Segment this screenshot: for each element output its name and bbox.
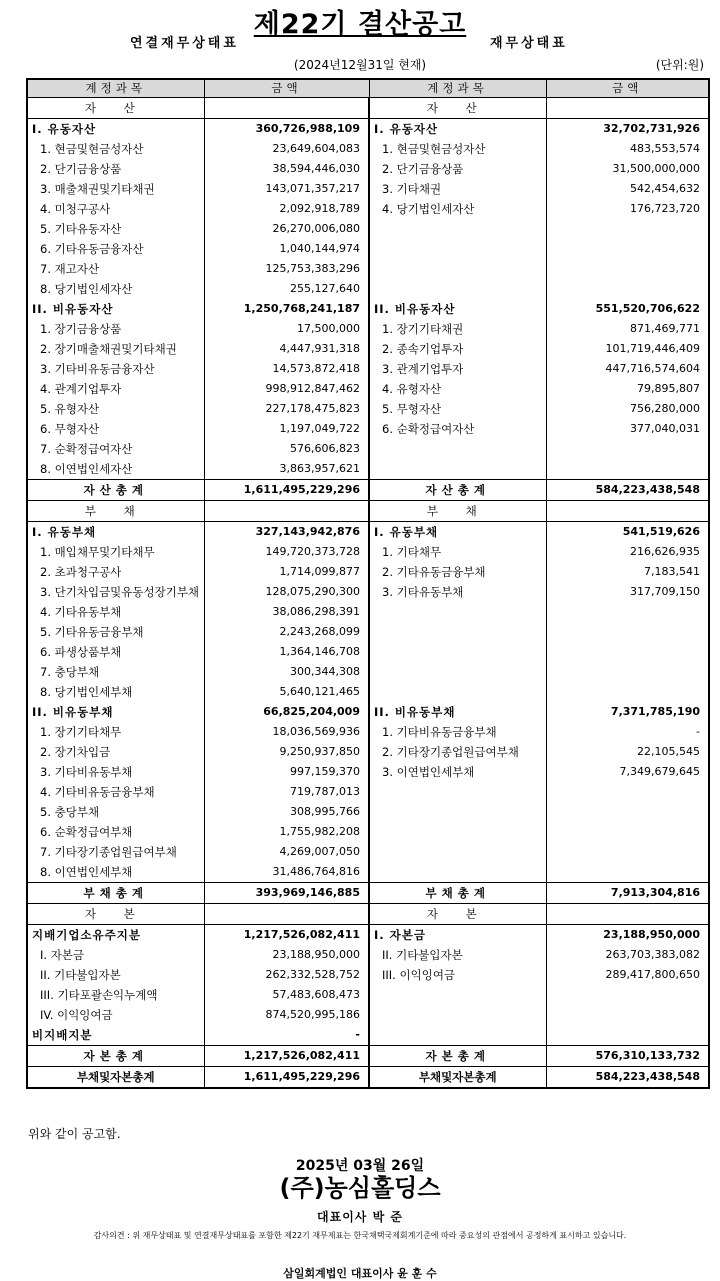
amount-consolidated: 1,217,526,082,411 [204, 1046, 369, 1067]
account-separate: II. 비유동부채 [369, 702, 546, 722]
account-separate [369, 862, 546, 883]
account-separate: I. 자본금 [369, 925, 546, 946]
amount-separate [546, 662, 709, 682]
amount-separate: 483,553,574 [546, 139, 709, 159]
account-consolidated: 자 본 [27, 904, 204, 925]
header-account-consolidated: 계정과목 [27, 79, 204, 98]
amount-consolidated: 5,640,121,465 [204, 682, 369, 702]
amount-consolidated: 23,649,604,083 [204, 139, 369, 159]
amount-separate: 7,349,679,645 [546, 762, 709, 782]
amount-consolidated: 1,217,526,082,411 [204, 925, 369, 946]
account-consolidated: 1. 장기기타채무 [27, 722, 204, 742]
account-consolidated: 7. 기타장기종업원급여부채 [27, 842, 204, 862]
amount-separate [546, 642, 709, 662]
amount-separate: 871,469,771 [546, 319, 709, 339]
account-separate [369, 622, 546, 642]
table-row [27, 883, 709, 904]
account-consolidated: 4. 기타유동부채 [27, 602, 204, 622]
account-consolidated: 3. 매출채권및기타채권 [27, 179, 204, 199]
amount-separate: 7,371,785,190 [546, 702, 709, 722]
company-name: (주)농심홀딩스 [279, 1174, 441, 1202]
table-row [27, 1067, 709, 1089]
table-row [27, 762, 709, 782]
amount-consolidated: 23,188,950,000 [204, 945, 369, 965]
header-amount-separate: 금액 [546, 79, 709, 98]
amount-consolidated: 14,573,872,418 [204, 359, 369, 379]
amount-consolidated: 1,714,099,877 [204, 562, 369, 582]
table-row [27, 562, 709, 582]
account-consolidated: 8. 당기법인세자산 [27, 279, 204, 299]
account-separate: 부 채 [369, 501, 546, 522]
amount-consolidated [204, 904, 369, 925]
table-row [27, 501, 709, 522]
amount-separate: 576,310,133,732 [546, 1046, 709, 1067]
account-separate [369, 802, 546, 822]
amount-consolidated: 17,500,000 [204, 319, 369, 339]
amount-separate [546, 622, 709, 642]
account-consolidated: 7. 순확정급여자산 [27, 439, 204, 459]
account-separate: 2. 기타장기종업원급여부채 [369, 742, 546, 762]
account-separate: 2. 종속기업투자 [369, 339, 546, 359]
amount-consolidated: 31,486,764,816 [204, 862, 369, 883]
amount-separate [546, 904, 709, 925]
amount-consolidated: 874,520,995,186 [204, 1005, 369, 1025]
account-consolidated: II. 기타불입자본 [27, 965, 204, 985]
amount-separate [546, 439, 709, 459]
account-consolidated: 8. 이연법인세부채 [27, 862, 204, 883]
table-row [27, 742, 709, 762]
table-row [27, 399, 709, 419]
table-row [27, 582, 709, 602]
amount-separate [546, 842, 709, 862]
account-consolidated: 자본총계 [27, 1046, 204, 1067]
amount-consolidated: 300,344,308 [204, 662, 369, 682]
amount-consolidated: 26,270,006,080 [204, 219, 369, 239]
amount-separate: 377,040,031 [546, 419, 709, 439]
amount-separate [546, 602, 709, 622]
table-row [27, 904, 709, 925]
amount-separate: 541,519,626 [546, 522, 709, 543]
account-separate: 자본총계 [369, 1046, 546, 1067]
ceo-name: 대표이사 박 준 [317, 1210, 403, 1224]
amount-separate: 216,626,935 [546, 542, 709, 562]
account-separate: 4. 유형자산 [369, 379, 546, 399]
balance-sheet-table [26, 78, 710, 1089]
amount-separate: 551,520,706,622 [546, 299, 709, 319]
table-row [27, 702, 709, 722]
table-row [27, 319, 709, 339]
amount-consolidated: 2,243,268,099 [204, 622, 369, 642]
account-consolidated: 자 산 [27, 98, 204, 119]
consolidated-label: 연결재무상태표 [130, 36, 239, 51]
table-row [27, 542, 709, 562]
account-consolidated: 부 채 [27, 501, 204, 522]
amount-consolidated: 125,753,383,296 [204, 259, 369, 279]
account-consolidated: 비지배지분 [27, 1025, 204, 1046]
account-consolidated: 2. 장기차입금 [27, 742, 204, 762]
account-separate [369, 782, 546, 802]
amount-separate [546, 219, 709, 239]
account-consolidated: 2. 단기금융상품 [27, 159, 204, 179]
table-row [27, 862, 709, 883]
amount-separate: 101,719,446,409 [546, 339, 709, 359]
amount-consolidated [204, 501, 369, 522]
table-row [27, 480, 709, 501]
account-separate: 3. 이연법인세부채 [369, 762, 546, 782]
amount-separate: 289,417,800,650 [546, 965, 709, 985]
amount-separate: - [546, 722, 709, 742]
table-row [27, 802, 709, 822]
amount-consolidated: 4,447,931,318 [204, 339, 369, 359]
table-row [27, 965, 709, 985]
table-row [27, 1025, 709, 1046]
announcement: 위와 같이 공고함. [28, 1127, 121, 1141]
table-row [27, 419, 709, 439]
amount-separate [546, 1005, 709, 1025]
account-consolidated: 6. 순확정급여부채 [27, 822, 204, 842]
account-consolidated: 5. 기타유동금융부채 [27, 622, 204, 642]
amount-separate: 542,454,632 [546, 179, 709, 199]
account-separate: 1. 기타채무 [369, 542, 546, 562]
table-row [27, 1005, 709, 1025]
account-separate: 1. 현금및현금성자산 [369, 139, 546, 159]
table-row [27, 602, 709, 622]
table-row [27, 219, 709, 239]
amount-consolidated: 4,269,007,050 [204, 842, 369, 862]
account-separate: 부채총계 [369, 883, 546, 904]
table-row [27, 722, 709, 742]
account-consolidated: 6. 파생상품부채 [27, 642, 204, 662]
account-separate: II. 비유동자산 [369, 299, 546, 319]
account-consolidated: 3. 기타비유동부채 [27, 762, 204, 782]
table-row [27, 98, 709, 119]
table-row [27, 439, 709, 459]
table-row [27, 925, 709, 946]
amount-consolidated: 1,364,146,708 [204, 642, 369, 662]
account-separate: 2. 기타유동금융부채 [369, 562, 546, 582]
table-row [27, 139, 709, 159]
table-row [27, 682, 709, 702]
amount-consolidated: 255,127,640 [204, 279, 369, 299]
amount-separate [546, 985, 709, 1005]
amount-consolidated: 262,332,528,752 [204, 965, 369, 985]
amount-consolidated: 1,755,982,208 [204, 822, 369, 842]
amount-separate: 7,913,304,816 [546, 883, 709, 904]
account-separate [369, 1025, 546, 1046]
amount-separate: 263,703,383,082 [546, 945, 709, 965]
account-consolidated: 자산총계 [27, 480, 204, 501]
amount-consolidated: 1,611,495,229,296 [204, 1067, 369, 1089]
account-consolidated: 2. 초과청구공사 [27, 562, 204, 582]
amount-consolidated: 308,995,766 [204, 802, 369, 822]
account-consolidated: 7. 충당부채 [27, 662, 204, 682]
amount-consolidated: 57,483,608,473 [204, 985, 369, 1005]
announce-date: 2025년 03월 26일 [295, 1158, 425, 1174]
account-consolidated: 6. 기타유동금융자산 [27, 239, 204, 259]
amount-consolidated: 576,606,823 [204, 439, 369, 459]
account-separate [369, 822, 546, 842]
amount-consolidated: 38,594,446,030 [204, 159, 369, 179]
amount-consolidated [204, 98, 369, 119]
account-consolidated: 6. 무형자산 [27, 419, 204, 439]
table-row [27, 662, 709, 682]
amount-separate: 756,280,000 [546, 399, 709, 419]
amount-consolidated: 2,092,918,789 [204, 199, 369, 219]
account-separate: 3. 기타유동부채 [369, 582, 546, 602]
account-consolidated: 1. 장기금융상품 [27, 319, 204, 339]
amount-separate: 7,183,541 [546, 562, 709, 582]
amount-separate [546, 822, 709, 842]
table-row [27, 279, 709, 299]
account-separate: 2. 단기금융상품 [369, 159, 546, 179]
account-consolidated: 1. 현금및현금성자산 [27, 139, 204, 159]
table-row [27, 642, 709, 662]
table-row [27, 119, 709, 140]
table-row [27, 339, 709, 359]
account-separate [369, 682, 546, 702]
amount-consolidated: 3,863,957,621 [204, 459, 369, 480]
table-header-row [27, 79, 709, 98]
amount-separate [546, 259, 709, 279]
account-separate [369, 219, 546, 239]
amount-consolidated: 149,720,373,728 [204, 542, 369, 562]
table-row [27, 842, 709, 862]
table-row [27, 622, 709, 642]
account-consolidated: 4. 기타비유동금융부채 [27, 782, 204, 802]
report-date: (2024년12월31일 현재) [293, 58, 427, 72]
amount-consolidated: 143,071,357,217 [204, 179, 369, 199]
account-consolidated: 4. 관계기업투자 [27, 379, 204, 399]
amount-consolidated: 66,825,204,009 [204, 702, 369, 722]
amount-consolidated: 360,726,988,109 [204, 119, 369, 140]
account-separate: 3. 관계기업투자 [369, 359, 546, 379]
amount-separate [546, 239, 709, 259]
account-consolidated: 부채및자본총계 [27, 1067, 204, 1089]
amount-consolidated: 1,197,049,722 [204, 419, 369, 439]
amount-consolidated: - [204, 1025, 369, 1046]
account-consolidated: 5. 기타유동자산 [27, 219, 204, 239]
account-consolidated: 3. 단기차입금및유동성장기부채 [27, 582, 204, 602]
account-separate [369, 259, 546, 279]
account-consolidated: 1. 매입채무및기타채무 [27, 542, 204, 562]
account-separate: 자 본 [369, 904, 546, 925]
amount-consolidated: 38,086,298,391 [204, 602, 369, 622]
account-consolidated: 7. 재고자산 [27, 259, 204, 279]
table-row [27, 379, 709, 399]
amount-separate [546, 501, 709, 522]
account-consolidated: 3. 기타비유동금융자산 [27, 359, 204, 379]
amount-consolidated: 327,143,942,876 [204, 522, 369, 543]
account-consolidated: 8. 당기법인세부채 [27, 682, 204, 702]
header-account-separate: 계정과목 [369, 79, 546, 98]
account-consolidated: 2. 장기매출채권및기타채권 [27, 339, 204, 359]
account-separate [369, 459, 546, 480]
amount-separate [546, 459, 709, 480]
table-row [27, 359, 709, 379]
page-title: 제22기 결산공고 [253, 9, 467, 40]
account-separate: III. 이익잉여금 [369, 965, 546, 985]
account-consolidated: 5. 유형자산 [27, 399, 204, 419]
account-separate: 자산총계 [369, 480, 546, 501]
separate-label: 재무상태표 [490, 36, 568, 51]
account-consolidated: II. 비유동자산 [27, 299, 204, 319]
account-separate [369, 642, 546, 662]
table-row [27, 259, 709, 279]
amount-consolidated: 998,912,847,462 [204, 379, 369, 399]
account-separate: 1. 기타비유동금융부채 [369, 722, 546, 742]
table-row [27, 782, 709, 802]
account-separate [369, 842, 546, 862]
account-separate: 1. 장기기타채권 [369, 319, 546, 339]
amount-separate [546, 802, 709, 822]
account-consolidated: II. 비유동부채 [27, 702, 204, 722]
account-separate: II. 기타불입자본 [369, 945, 546, 965]
account-separate [369, 662, 546, 682]
amount-consolidated: 1,250,768,241,187 [204, 299, 369, 319]
table-row [27, 159, 709, 179]
account-separate: I. 유동부채 [369, 522, 546, 543]
table-row [27, 299, 709, 319]
amount-separate: 22,105,545 [546, 742, 709, 762]
amount-consolidated: 1,040,144,974 [204, 239, 369, 259]
table-row [27, 522, 709, 543]
amount-consolidated: 128,075,290,300 [204, 582, 369, 602]
amount-consolidated: 719,787,013 [204, 782, 369, 802]
account-consolidated: 5. 충당부채 [27, 802, 204, 822]
account-consolidated: 8. 이연법인세자산 [27, 459, 204, 480]
amount-consolidated: 18,036,569,936 [204, 722, 369, 742]
unit-label: (단위:원) [655, 58, 704, 72]
account-separate [369, 239, 546, 259]
account-consolidated: III. 기타포괄손익누계액 [27, 985, 204, 1005]
amount-separate: 79,895,807 [546, 379, 709, 399]
amount-separate: 31,500,000,000 [546, 159, 709, 179]
table-row [27, 1046, 709, 1067]
account-separate: 부채및자본총계 [369, 1067, 546, 1089]
account-separate [369, 279, 546, 299]
amount-separate: 23,188,950,000 [546, 925, 709, 946]
account-consolidated: 부채총계 [27, 883, 204, 904]
amount-separate: 447,716,574,604 [546, 359, 709, 379]
amount-consolidated: 227,178,475,823 [204, 399, 369, 419]
amount-consolidated: 9,250,937,850 [204, 742, 369, 762]
account-separate [369, 985, 546, 1005]
account-separate [369, 1005, 546, 1025]
account-consolidated: IV. 이익잉여금 [27, 1005, 204, 1025]
amount-separate [546, 682, 709, 702]
account-separate: 6. 순확정급여자산 [369, 419, 546, 439]
amount-separate: 32,702,731,926 [546, 119, 709, 140]
amount-separate: 176,723,720 [546, 199, 709, 219]
account-separate [369, 602, 546, 622]
amount-separate [546, 279, 709, 299]
account-consolidated: 지배기업소유주지분 [27, 925, 204, 946]
header-amount-consolidated: 금액 [204, 79, 369, 98]
amount-separate [546, 782, 709, 802]
table-row [27, 985, 709, 1005]
account-separate [369, 439, 546, 459]
amount-consolidated: 997,159,370 [204, 762, 369, 782]
account-separate: 3. 기타채권 [369, 179, 546, 199]
amount-separate [546, 98, 709, 119]
amount-separate: 584,223,438,548 [546, 1067, 709, 1089]
account-consolidated: I. 자본금 [27, 945, 204, 965]
account-consolidated: I. 유동자산 [27, 119, 204, 140]
audit-opinion: 감사의견 : 위 재무상태표 및 연결재무상태표를 포함한 제22기 재무제표는 한국채택국제회계기준에 따라 중요성의 관점에서 공정하게 표시하고 있습니다. [93, 1231, 627, 1240]
account-consolidated: 4. 미청구공사 [27, 199, 204, 219]
amount-separate: 584,223,438,548 [546, 480, 709, 501]
amount-consolidated: 393,969,146,885 [204, 883, 369, 904]
amount-separate [546, 862, 709, 883]
table-row [27, 459, 709, 480]
table-row [27, 822, 709, 842]
table-row [27, 179, 709, 199]
auditor-name: 삼일회계법인 대표이사 윤 훈 수 [283, 1267, 437, 1280]
amount-separate: 317,709,150 [546, 582, 709, 602]
table-row [27, 945, 709, 965]
account-separate: 5. 무형자산 [369, 399, 546, 419]
account-separate: 자 산 [369, 98, 546, 119]
account-separate: 4. 당기법인세자산 [369, 199, 546, 219]
amount-consolidated: 1,611,495,229,296 [204, 480, 369, 501]
account-separate: I. 유동자산 [369, 119, 546, 140]
account-consolidated: I. 유동부채 [27, 522, 204, 543]
table-row [27, 239, 709, 259]
amount-separate [546, 1025, 709, 1046]
table-row [27, 199, 709, 219]
